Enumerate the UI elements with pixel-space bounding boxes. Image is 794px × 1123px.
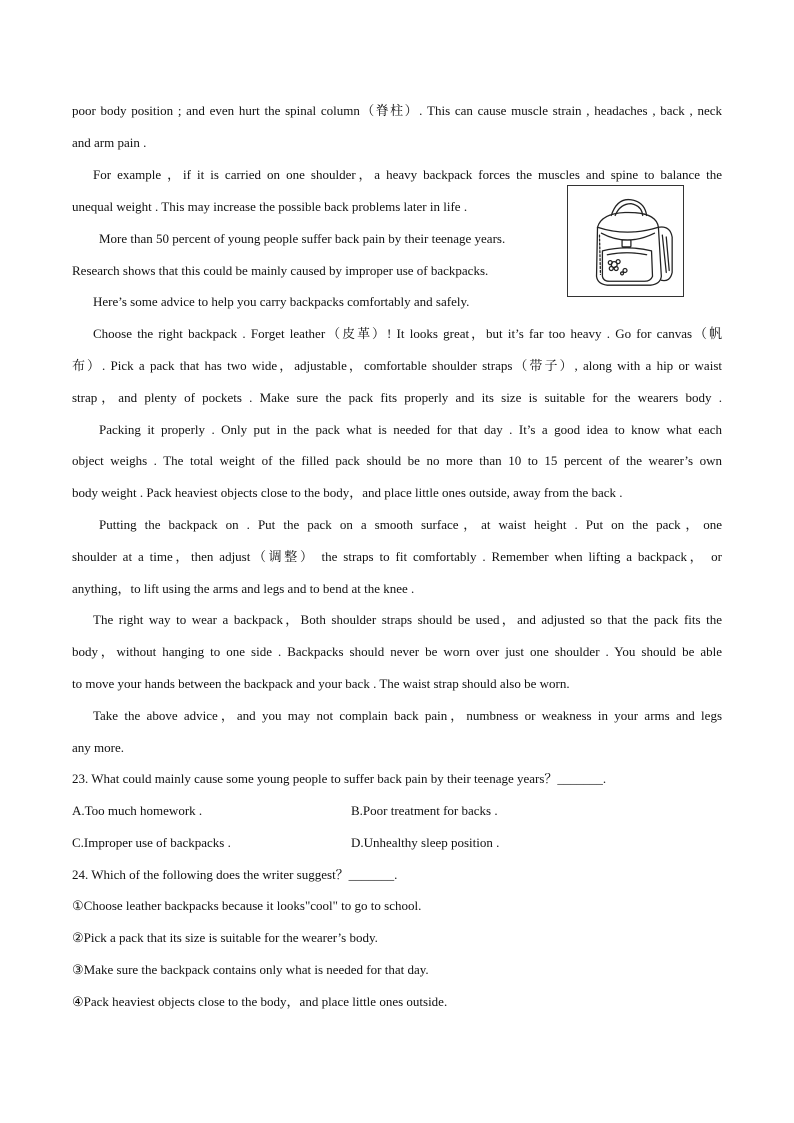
passage-line-16: anything，to lift using the arms and legs and to bend at the knee .: [72, 581, 415, 596]
question-23-stem: 23. What could mainly cause some young people to suffer back pain by their teenage years？_______.: [72, 771, 607, 786]
passage-line-8: Choose the right backpack . Forget leather（皮革）! It looks great，but it’s far too heavy . Go for canvas（帆: [93, 326, 722, 341]
question-23-option-a: A.Too much homework .: [72, 803, 203, 818]
passage-line-7: Here’s some advice to help you carry backpacks comfortably and safely.: [93, 294, 470, 309]
passage-line-18: body，without hanging to one side . Backpacks should never be worn over just one shoulder . You should be able: [72, 644, 722, 659]
passage-line-21: any more.: [72, 740, 124, 755]
passage-line-6: Research shows that this could be mainly caused by improper use of backpacks.: [72, 263, 489, 278]
passage-line-13: body weight . Pack heaviest objects close to the body，and place little ones outside, away from the back .: [72, 485, 623, 500]
question-24-stem: 24. Which of the following does the writer suggest？_______.: [72, 867, 398, 882]
question-24-item-3: ③Make sure the backpack contains only what is needed for that day.: [72, 962, 429, 977]
passage-line-20: Take the above advice，and you may not complain back pain，numbness or weakness in your arms and legs: [93, 708, 722, 723]
backpack-illustration-icon: [567, 185, 684, 297]
passage-line-11: Packing it properly . Only put in the pack what is needed for that day . It’s a good idea to know what each: [99, 422, 722, 437]
passage-line-4: unequal weight . This may increase the possible back problems later in life .: [72, 199, 468, 214]
passage-line-12: object weighs . The total weight of the filled pack should be no more than 10 to 15 percent of the wearer’s own: [72, 453, 722, 468]
passage-line-15: shoulder at a time，then adjust（调整） the straps to fit comfortably . Remember when lifting a backpack， or: [72, 549, 722, 564]
passage-line-9: 布）. Pick a pack that has two wide，adjustable，comfortable shoulder straps（带子）, along with a hip or waist: [72, 358, 722, 373]
question-23-option-d: D.Unhealthy sleep position .: [351, 835, 500, 850]
question-24-item-1: ①Choose leather backpacks because it looks"cool" to go to school.: [72, 898, 422, 913]
passage-line-2: and arm pain .: [72, 135, 147, 150]
passage-line-19: to move your hands between the backpack and your back . The waist strap should also be worn.: [72, 676, 570, 691]
passage-line-14: Putting the backpack on . Put the pack on a smooth surface，at waist height . Put on the pack，one: [99, 517, 722, 532]
question-24-item-4: ④Pack heaviest objects close to the body，and place little ones outside.: [72, 994, 448, 1009]
passage-line-5: More than 50 percent of young people suffer back pain by their teenage years.: [99, 231, 506, 246]
passage-line-17: The right way to wear a backpack，Both shoulder straps should be used，and adjusted so that the pack fits the: [93, 612, 722, 627]
passage-line-10: strap，and plenty of pockets . Make sure the pack fits properly and its size is suitable for the wearers body .: [72, 390, 722, 405]
question-24-item-2: ②Pick a pack that its size is suitable for the wearer’s body.: [72, 930, 378, 945]
passage-line-3: For example ，if it is carried on one shoulder，a heavy backpack forces the muscles and spine to balance the: [93, 167, 722, 182]
question-23-option-c: C.Improper use of backpacks .: [72, 835, 231, 850]
question-23-option-b: B.Poor treatment for backs .: [351, 803, 498, 818]
passage-line-1: poor body position ; and even hurt the spinal column（脊柱）. This can cause muscle strain , headaches , back , neck: [72, 103, 722, 118]
